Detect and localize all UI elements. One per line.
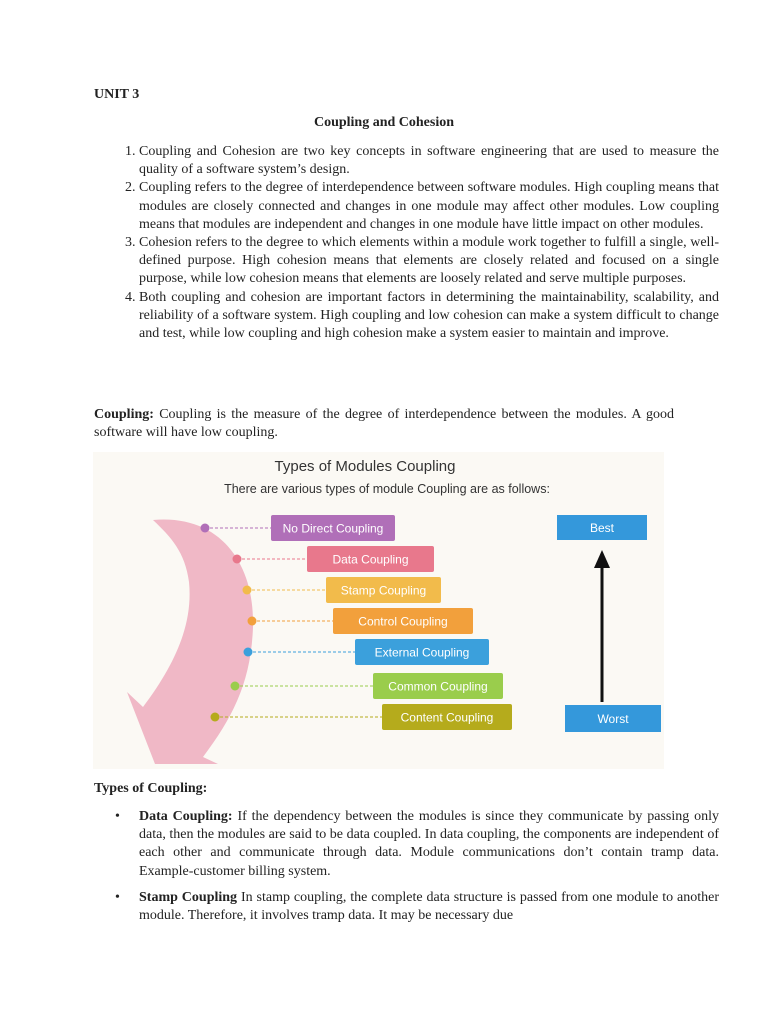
connector-dot [211, 713, 220, 722]
type-label: Data Coupling: [139, 809, 233, 824]
types-heading: Types of Coupling: [94, 781, 208, 796]
coupling-type-label: Control Coupling [358, 614, 448, 629]
connector-dot [248, 617, 257, 626]
coupling-definition-text: Coupling is the measure of the degree of interdependence between the modules. A good software will have low coupling. [94, 407, 674, 441]
bullet-icon: • [115, 889, 120, 905]
connector-dot [231, 682, 240, 691]
list-item: 1. Coupling and Cohesion are two key concepts in software engineering that are used to measure the quality of a software system’s design. [139, 143, 719, 179]
unit-heading: UNIT 3 [94, 87, 140, 102]
list-item [115, 889, 719, 925]
coupling-definition [94, 406, 674, 442]
type-label: Stamp Coupling [139, 889, 238, 905]
connector-dot [233, 555, 242, 564]
document-title: Coupling and Cohesion [313, 115, 455, 130]
coupling-type-label: Common Coupling [388, 679, 488, 694]
worst-label: Worst [597, 712, 629, 726]
coupling-diagram [93, 452, 664, 769]
connector-dot [243, 586, 252, 595]
connector-dot [244, 648, 253, 657]
best-label: Best [589, 521, 615, 535]
list-item: 2. Coupling refers to the degree of interdependence between software modules. High coupling means that modules are closely connected and changes in one module may affect other modules. Low coupling means that modules are independent and changes in one module have little impact on other modules. [139, 179, 719, 234]
list-item [115, 808, 720, 881]
coupling-type-label: Stamp Coupling [340, 583, 427, 598]
intro-list [94, 143, 719, 343]
figure-subtitle: There are various types of module Coupling are as follows: [224, 482, 550, 496]
type-text: If the dependency between the modules is since they communicate by passing only data, then the modules are said to be data coupled. In data coupling, the components are independent of each other and communicate through data. Module communications don’t contain tramp data. Example-customer billing system. [139, 809, 720, 879]
coupling-definition-label: Coupling: [94, 407, 154, 422]
coupling-type-label: No Direct Coupling [282, 521, 384, 536]
type-text: In stamp coupling, the complete data structure is passed from one module to another module. Therefore, it involves tramp data. It may be necessary due [139, 889, 719, 924]
connector-dot [201, 524, 210, 533]
coupling-type-label: Content Coupling [400, 710, 494, 725]
coupling-type-label: Data Coupling [332, 552, 409, 567]
list-item: 4. Both coupling and cohesion are important factors in determining the maintainability, scalability, and reliability of a software system. High coupling and low cohesion can make a system difficult to change and test, while low coupling and high cohesion make a system easier to maintain and improve. [139, 289, 719, 344]
bullet-icon: • [115, 809, 120, 824]
coupling-types-figure [93, 452, 664, 769]
types-list [94, 808, 719, 933]
up-arrow-icon [594, 550, 610, 568]
list-item: 3. Cohesion refers to the degree to which elements within a module work together to fulfill a single, well-defined purpose. High cohesion means that elements are closely related and focused on a single purpose, while low cohesion means that elements are loosely related and serve multiple purposes. [139, 234, 719, 289]
figure-title: Types of Modules Coupling [274, 458, 456, 475]
coupling-type-label: External Coupling [374, 645, 470, 660]
